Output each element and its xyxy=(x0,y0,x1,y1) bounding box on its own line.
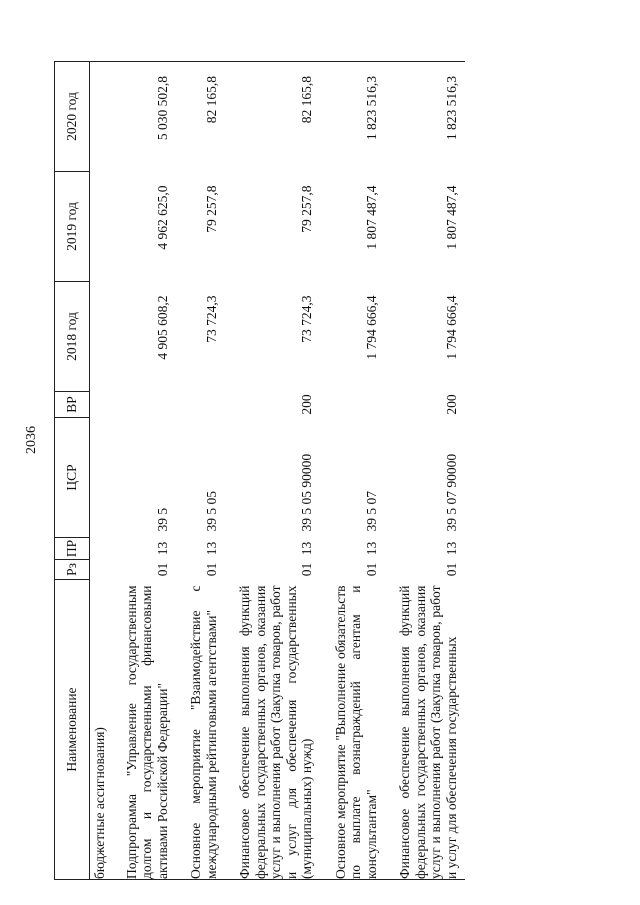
row-pr xyxy=(90,538,112,560)
row-2020: 5 030 502,8 xyxy=(112,62,177,172)
row-csr: 39 5 07 xyxy=(363,491,379,532)
header-name: Наименование xyxy=(55,580,90,880)
row-csr: 39 5 05 xyxy=(203,491,219,532)
row-name: Основное мероприятие "Взаимодействие с международными рейтинговыми агентствами" xyxy=(176,580,225,880)
row-csr: 39 5 07 90000 xyxy=(443,453,459,532)
row-pr: 13 xyxy=(154,541,170,556)
row-2020: 82 165,8 xyxy=(225,62,321,172)
row-2018: 1 794 666,4 xyxy=(443,295,459,360)
header-pr: ПР xyxy=(55,538,90,560)
row-vr xyxy=(176,392,225,418)
header-rz: Рз xyxy=(55,560,90,580)
row-2020: 1 823 516,3 xyxy=(385,62,465,172)
table-row xyxy=(321,62,386,880)
row-name: Финансовое обеспечение выполнения функций федеральных государственных органов, оказания услуг и выполнения работ (Закупка товаров, работ и услуг для обеспечения государственных (муниципальных) нужд) xyxy=(225,580,321,880)
table-row xyxy=(176,62,225,880)
row-2018 xyxy=(90,282,112,392)
row-2020: 82 165,8 xyxy=(176,62,225,172)
row-2019: 1 807 487,4 xyxy=(363,185,379,250)
row-pr: 13 xyxy=(203,541,219,556)
header-2019: 2019 год xyxy=(55,172,90,282)
table-row xyxy=(385,62,465,880)
row-2018: 4 905 608,2 xyxy=(154,295,170,360)
row-2018: 1 794 666,4 xyxy=(363,295,379,360)
row-rz: 01 xyxy=(203,562,219,577)
row-pr: 13 xyxy=(363,541,379,556)
table-row xyxy=(225,62,321,880)
row-rz: 01 xyxy=(363,562,379,577)
table-row xyxy=(90,62,112,880)
table-header xyxy=(55,62,90,880)
row-vr xyxy=(90,392,112,418)
row-name: бюджетные ассигнования) xyxy=(90,580,112,880)
row-2019: 79 257,8 xyxy=(299,185,315,233)
row-2019 xyxy=(90,172,112,282)
row-csr: 39 5 05 90000 xyxy=(299,453,315,532)
row-rz: 01 xyxy=(443,562,459,577)
row-vr xyxy=(112,392,177,418)
row-pr: 13 xyxy=(299,541,315,556)
row-2019: 4 962 625,0 xyxy=(154,185,170,250)
row-name: Подпрограмма "Управление государственным долгом и государственными финансовыми активами Российской Федерации" xyxy=(112,580,177,880)
row-rz: 01 xyxy=(154,562,170,577)
row-2020: 1 823 516,3 xyxy=(321,62,386,172)
row-2020 xyxy=(90,62,112,172)
row-csr: 39 5 xyxy=(154,507,170,532)
table-row xyxy=(112,62,177,880)
row-vr xyxy=(321,392,386,418)
row-2019: 1 807 487,4 xyxy=(443,185,459,250)
row-name: Основное мероприятие "Выполнение обязательств по выплате вознаграждений агентам и консультантам" xyxy=(321,580,386,880)
row-csr xyxy=(90,418,112,538)
header-vr: ВР xyxy=(55,392,90,418)
budget-table xyxy=(54,61,465,880)
row-2019: 79 257,8 xyxy=(203,185,219,233)
page-number: 2036 xyxy=(24,426,39,454)
row-rz: 01 xyxy=(299,562,315,577)
row-pr: 13 xyxy=(443,541,459,556)
row-vr: 200 xyxy=(443,394,459,415)
header-2018: 2018 год xyxy=(55,282,90,392)
row-2018: 73 724,3 xyxy=(299,295,315,343)
row-vr: 200 xyxy=(299,394,315,415)
row-2018: 73 724,3 xyxy=(203,295,219,343)
header-csr: ЦСР xyxy=(55,418,90,538)
header-2020: 2020 год xyxy=(55,62,90,172)
row-name: Финансовое обеспечение выполнения функций федеральных государственных органов, оказания услуг и выполнения работ (Закупка товаров, работ и услуг для обеспечения государственных xyxy=(385,580,465,880)
rotated-page-content xyxy=(54,62,614,880)
row-rz xyxy=(90,560,112,580)
